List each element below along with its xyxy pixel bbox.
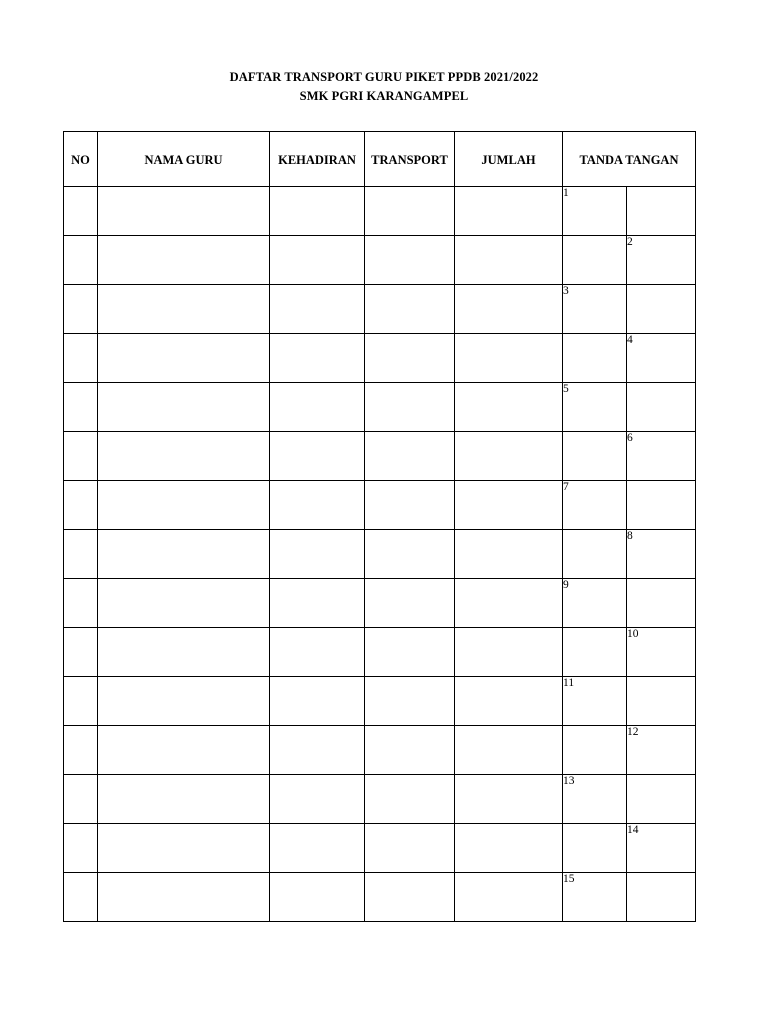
signature-cell-right[interactable]	[627, 677, 696, 726]
cell-jumlah[interactable]	[455, 334, 563, 383]
signature-number: 2	[627, 236, 633, 248]
table-row	[64, 873, 696, 922]
cell-jumlah[interactable]	[455, 481, 563, 530]
column-header-no: NO	[64, 132, 98, 187]
signature-cell-left[interactable]	[563, 775, 627, 824]
cell-no[interactable]	[64, 285, 98, 334]
signature-cell-right[interactable]	[627, 481, 696, 530]
cell-no[interactable]	[64, 530, 98, 579]
cell-nama-guru[interactable]	[98, 432, 270, 481]
cell-jumlah[interactable]	[455, 187, 563, 236]
cell-transport[interactable]	[365, 530, 455, 579]
table-row	[64, 628, 696, 677]
cell-no[interactable]	[64, 187, 98, 236]
signature-cell-left[interactable]	[563, 726, 627, 775]
signature-number: 5	[563, 383, 569, 395]
cell-kehadiran[interactable]	[270, 383, 365, 432]
cell-kehadiran[interactable]	[270, 726, 365, 775]
signature-cell-right[interactable]	[627, 726, 696, 775]
signature-cell-right[interactable]	[627, 187, 696, 236]
signature-cell-left[interactable]	[563, 481, 627, 530]
cell-kehadiran[interactable]	[270, 236, 365, 285]
cell-jumlah[interactable]	[455, 579, 563, 628]
cell-transport[interactable]	[365, 873, 455, 922]
cell-kehadiran[interactable]	[270, 775, 365, 824]
signature-cell-right[interactable]	[627, 236, 696, 285]
table-row	[64, 432, 696, 481]
cell-jumlah[interactable]	[455, 628, 563, 677]
signature-number: 13	[563, 775, 575, 787]
cell-nama-guru[interactable]	[98, 677, 270, 726]
cell-transport[interactable]	[365, 481, 455, 530]
cell-nama-guru[interactable]	[98, 775, 270, 824]
cell-nama-guru[interactable]	[98, 383, 270, 432]
table-row	[64, 677, 696, 726]
cell-nama-guru[interactable]	[98, 579, 270, 628]
signature-cell-left[interactable]	[563, 628, 627, 677]
cell-nama-guru[interactable]	[98, 873, 270, 922]
cell-transport[interactable]	[365, 432, 455, 481]
cell-jumlah[interactable]	[455, 726, 563, 775]
signature-number: 12	[627, 726, 639, 738]
table-row	[64, 187, 696, 236]
table-row	[64, 824, 696, 873]
cell-kehadiran[interactable]	[270, 285, 365, 334]
signature-cell-right[interactable]	[627, 334, 696, 383]
signature-cell-left[interactable]	[563, 824, 627, 873]
cell-nama-guru[interactable]	[98, 334, 270, 383]
signature-cell-left[interactable]	[563, 187, 627, 236]
signature-cell-right[interactable]	[627, 873, 696, 922]
cell-transport[interactable]	[365, 824, 455, 873]
cell-kehadiran[interactable]	[270, 579, 365, 628]
cell-no[interactable]	[64, 579, 98, 628]
table-row	[64, 334, 696, 383]
cell-kehadiran[interactable]	[270, 334, 365, 383]
cell-kehadiran[interactable]	[270, 628, 365, 677]
cell-jumlah[interactable]	[455, 432, 563, 481]
column-header-transport: TRANSPORT	[365, 132, 455, 187]
cell-no[interactable]	[64, 432, 98, 481]
document-title: DAFTAR TRANSPORT GURU PIKET PPDB 2021/2022	[229, 70, 539, 84]
cell-no[interactable]	[64, 383, 98, 432]
signature-cell-right[interactable]	[627, 432, 696, 481]
signature-cell-right[interactable]	[627, 824, 696, 873]
cell-nama-guru[interactable]	[98, 285, 270, 334]
cell-nama-guru[interactable]	[98, 530, 270, 579]
cell-jumlah[interactable]	[455, 824, 563, 873]
cell-kehadiran[interactable]	[270, 677, 365, 726]
signature-cell-left[interactable]	[563, 677, 627, 726]
cell-jumlah[interactable]	[455, 677, 563, 726]
cell-transport[interactable]	[365, 775, 455, 824]
cell-no[interactable]	[64, 236, 98, 285]
signature-number: 14	[627, 824, 639, 836]
signature-cell-left[interactable]	[563, 579, 627, 628]
cell-transport[interactable]	[365, 726, 455, 775]
cell-no[interactable]	[64, 677, 98, 726]
cell-nama-guru[interactable]	[98, 187, 270, 236]
cell-jumlah[interactable]	[455, 236, 563, 285]
cell-transport[interactable]	[365, 285, 455, 334]
column-header-kehadiran: KEHADIRAN	[270, 132, 365, 187]
signature-cell-right[interactable]	[627, 383, 696, 432]
table-row	[64, 775, 696, 824]
signature-cell-right[interactable]	[627, 285, 696, 334]
cell-no[interactable]	[64, 775, 98, 824]
cell-no[interactable]	[64, 481, 98, 530]
cell-kehadiran[interactable]	[270, 187, 365, 236]
cell-transport[interactable]	[365, 383, 455, 432]
signature-number: 10	[627, 628, 639, 640]
cell-transport[interactable]	[365, 236, 455, 285]
signature-cell-left[interactable]	[563, 432, 627, 481]
cell-nama-guru[interactable]	[98, 481, 270, 530]
cell-transport[interactable]	[365, 628, 455, 677]
cell-transport[interactable]	[365, 187, 455, 236]
cell-kehadiran[interactable]	[270, 873, 365, 922]
school-name: SMK PGRI KARANGAMPEL	[299, 89, 469, 103]
cell-jumlah[interactable]	[455, 530, 563, 579]
table-header-row	[64, 132, 696, 187]
signature-number: 15	[563, 873, 575, 885]
table-row	[64, 579, 696, 628]
signature-number: 1	[563, 187, 569, 199]
column-header-tanda-tangan: TANDA TANGAN	[563, 132, 696, 187]
signature-number: 4	[627, 334, 633, 346]
cell-no[interactable]	[64, 873, 98, 922]
cell-kehadiran[interactable]	[270, 824, 365, 873]
signature-cell-right[interactable]	[627, 579, 696, 628]
cell-no[interactable]	[64, 726, 98, 775]
signature-number: 11	[563, 677, 575, 689]
cell-jumlah[interactable]	[455, 775, 563, 824]
table-row	[64, 481, 696, 530]
signature-number: 3	[563, 285, 569, 297]
signature-cell-left[interactable]	[563, 334, 627, 383]
cell-transport[interactable]	[365, 677, 455, 726]
signature-cell-right[interactable]	[627, 628, 696, 677]
table-row	[64, 530, 696, 579]
signature-cell-right[interactable]	[627, 530, 696, 579]
cell-kehadiran[interactable]	[270, 481, 365, 530]
signature-number: 7	[563, 481, 569, 493]
column-header-nama-guru: NAMA GURU	[98, 132, 270, 187]
signature-cell-left[interactable]	[563, 873, 627, 922]
signature-number: 9	[563, 579, 569, 591]
signature-cell-left[interactable]	[563, 530, 627, 579]
cell-kehadiran[interactable]	[270, 432, 365, 481]
cell-transport[interactable]	[365, 579, 455, 628]
cell-jumlah[interactable]	[455, 383, 563, 432]
cell-no[interactable]	[64, 824, 98, 873]
table-row	[64, 383, 696, 432]
table-body	[64, 187, 696, 922]
cell-jumlah[interactable]	[455, 285, 563, 334]
cell-nama-guru[interactable]	[98, 628, 270, 677]
cell-nama-guru[interactable]	[98, 824, 270, 873]
cell-no[interactable]	[64, 628, 98, 677]
cell-kehadiran[interactable]	[270, 530, 365, 579]
signature-cell-left[interactable]	[563, 383, 627, 432]
table-row	[64, 285, 696, 334]
cell-jumlah[interactable]	[455, 873, 563, 922]
signature-cell-left[interactable]	[563, 285, 627, 334]
table-row	[64, 726, 696, 775]
column-header-jumlah: JUMLAH	[455, 132, 563, 187]
cell-no[interactable]	[64, 334, 98, 383]
signature-cell-left[interactable]	[563, 236, 627, 285]
cell-nama-guru[interactable]	[98, 726, 270, 775]
transport-table	[63, 131, 696, 922]
table-row	[64, 236, 696, 285]
signature-cell-right[interactable]	[627, 775, 696, 824]
signature-number: 8	[627, 530, 633, 542]
signature-number: 6	[627, 432, 633, 444]
cell-transport[interactable]	[365, 334, 455, 383]
cell-nama-guru[interactable]	[98, 236, 270, 285]
